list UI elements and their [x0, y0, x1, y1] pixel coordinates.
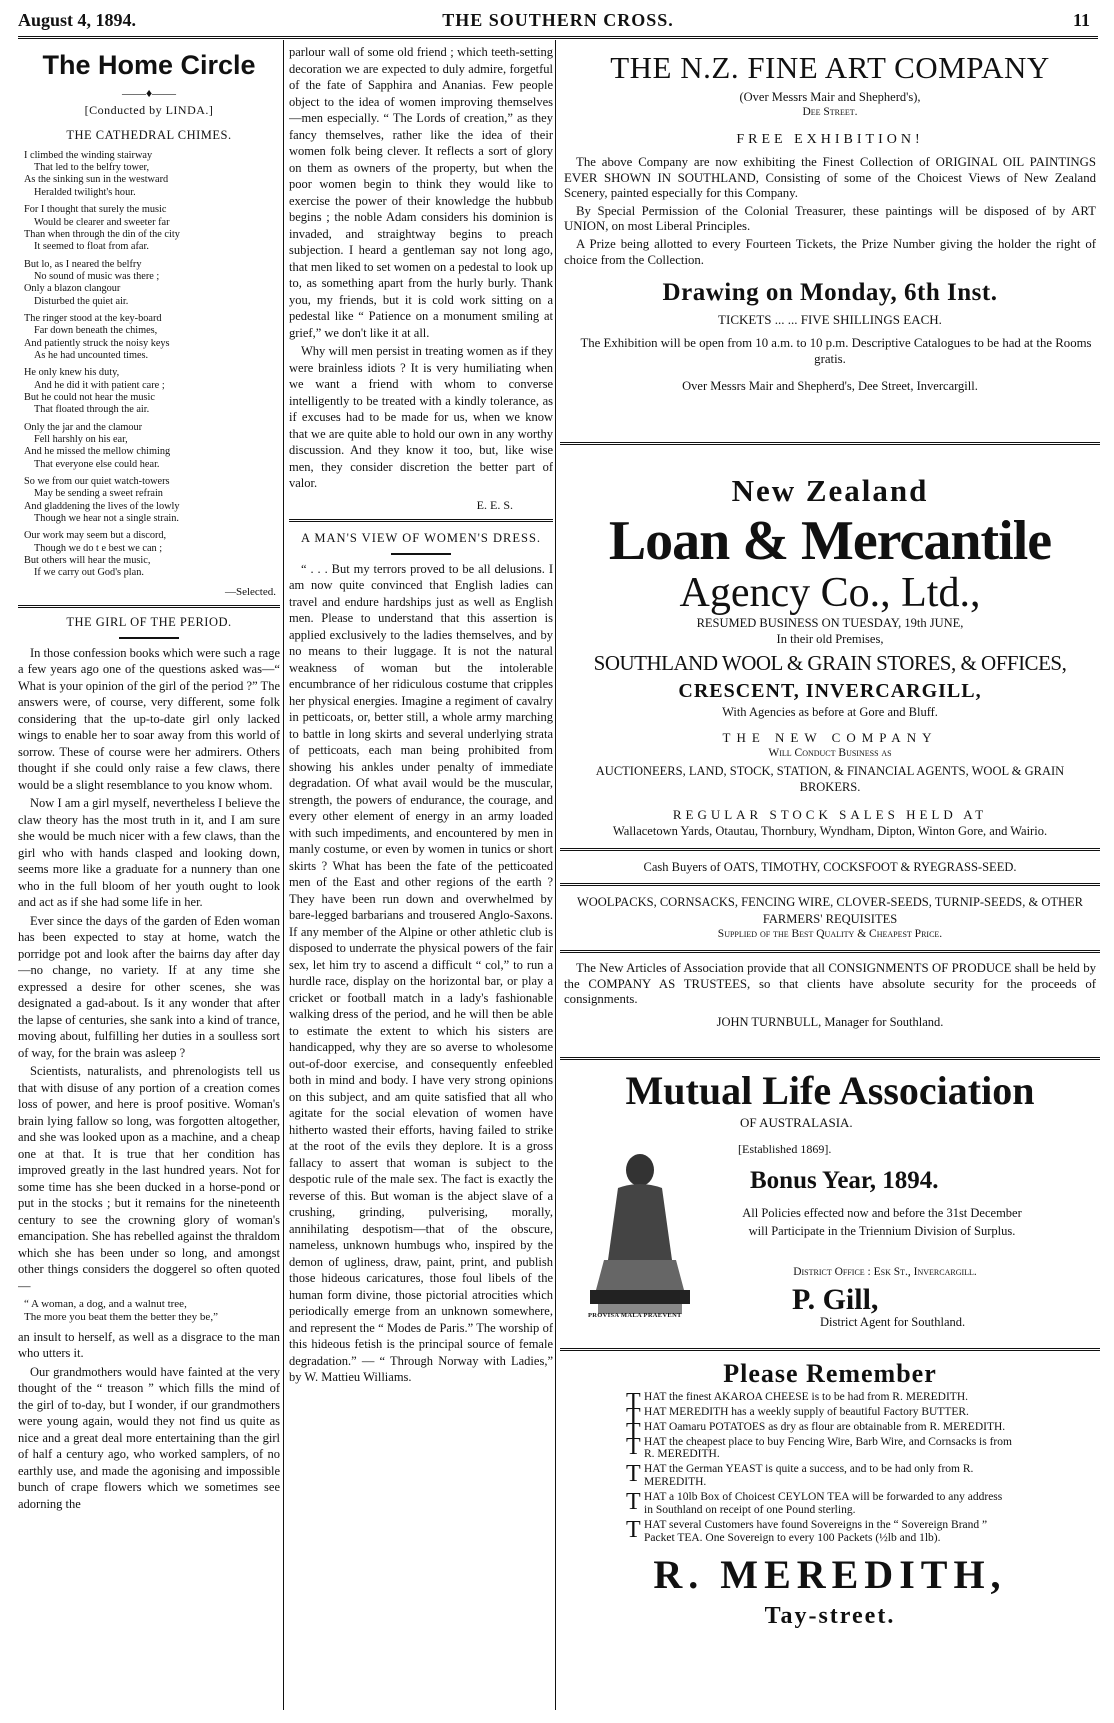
section-title: The Home Circle	[42, 50, 256, 80]
ad-loan-mercantile	[560, 471, 1100, 1030]
column-articles	[289, 44, 553, 1709]
ad-title: Please Remember	[723, 1358, 937, 1388]
ad-stores: SOUTHLAND WOOL & GRAIN STORES, & OFFICES,	[593, 650, 1067, 675]
ad-text: The Exhibition will be open from 10 a.m. to 10 p.m. Descriptive Catalogues to be had at the Rooms gratis.	[580, 336, 1092, 367]
paragraph: In those confession books which were such a rage a few years ago one of the questions asked was—“ What is your opinion of the girl of the period ?” The answers were, of course, very different, some folk considering that the up-to-date girl only lacked wings to enable her to soar away from this world of sorrow. These of course were her admirers. Others thought if she could only raise a few claws, there would be a slight resemblance to you know whom.	[18, 645, 280, 792]
ad-text: With Agencies as before at Gore and Bluff.	[722, 705, 938, 720]
ad-text: Cash Buyers of OATS, TIMOTHY, COCKSFOOT & RYEGRASS-SEED.	[643, 859, 1017, 874]
poem-line: So we from our quiet watch-towers	[24, 476, 170, 488]
ad-office: District Office : Esk St., Invercargill.	[793, 1265, 977, 1278]
merchant-street: Tay-street.	[764, 1603, 896, 1630]
poem-line: Though we hear not a single strain.	[34, 513, 179, 525]
emblem-motto: PROVISA MALA PRAEVENT	[588, 1311, 682, 1319]
poem-line: Than when through the din of the city	[24, 228, 180, 240]
divider	[391, 553, 451, 555]
divider	[560, 883, 1100, 886]
poem-line: Disturbed the quiet air.	[34, 295, 129, 307]
poem-line: It seemed to float from afar.	[34, 241, 149, 253]
merchant-name: R. MEREDITH,	[653, 1551, 1007, 1597]
couplet-line: “ A woman, a dog, and a walnut tree,	[24, 1298, 187, 1311]
poem-stanza	[24, 259, 280, 308]
poem-line: As the sinking sun in the westward	[24, 174, 169, 186]
poem-line: And patiently struck the noisy keys	[24, 337, 170, 349]
page-header	[18, 8, 1098, 39]
statue-emblem-image	[580, 1140, 700, 1320]
remember-item: T HAT the German YEAST is quite a success, and to be had only from R. MEREDITH.	[632, 1463, 1012, 1489]
divider	[560, 848, 1100, 851]
paragraph: Our grandmothers would have fainted at the very thought of the “ treason ” which fills the mind of the girl of to-day, but I wonder, if our grandmothers were young again, would they not find us quite as nice and a great deal more entertaining than the girl of half a century ago, who worked samplers, of no earthly use, and made the agonising and impossible bunch of crape flowers which we sometimes see adorning the	[18, 1364, 280, 1511]
ad-text: All Policies effected now and before the 31st December will Participate in the Triennium Division of Surplus.	[742, 1205, 1022, 1239]
poem-line: No sound of music was there ;	[34, 270, 160, 282]
poem-line: But lo, as I neared the belfry	[24, 258, 142, 270]
poem-line: The ringer stood at the key-board	[24, 312, 162, 324]
ad-line-nz: New Zealand	[731, 473, 929, 509]
ad-established: [Established 1869].	[738, 1141, 832, 1156]
article-title: A MAN'S VIEW OF WOMEN'S DRESS.	[300, 531, 542, 546]
paragraph: Why will men persist in treating women as if they were brainless idiots ? It is very humiliating when we want a friend with whom to converse intelligently to be treated with a kindly tolerance, as if excuses had to be made for us, when we know that we are quite able to hold our own in any worthy discussion. And they know it too, but, like wise men, they consider discretion the better part of valor.	[289, 344, 553, 490]
divider	[560, 1057, 1100, 1060]
ad-please-remember	[560, 1357, 1100, 1633]
divider	[560, 950, 1100, 953]
ornament: ——♦——	[121, 85, 177, 100]
ad-text: REGULAR STOCK SALES HELD AT	[672, 806, 988, 822]
poem-line: Would be clearer and sweeter far	[34, 216, 170, 228]
poem-stanza	[24, 150, 280, 199]
divider	[289, 519, 553, 522]
poem-stanza	[24, 476, 280, 525]
ad-mutual-life	[560, 1067, 1100, 1330]
remember-list	[632, 1391, 1012, 1545]
conductor-line: [Conducted by LINDA.]	[84, 103, 214, 118]
paragraph: Scientists, naturalists, and phrenologists tell us that with disuse of any portion of a creation comes loss of power, and here is proof positive. Woman's brain lying fallow so long, was forgotten altogether, and she was looked upon as a machine, and a cheap one at that. It is true that her condition has improved greatly in the last hundred years. Not for some time has she been ducked in a horse-pond or put in the stocks ; but it remains for the nineteenth century to see the crowning glory of woman's emancipation. She has rebelled against the thraldom which she has been under so long, and amongst other things considers the doggerel so often quoted—	[18, 1064, 280, 1293]
column-rule	[555, 40, 556, 1710]
poem-line: For I thought that surely the music	[24, 204, 167, 216]
divider	[18, 605, 280, 608]
ad-text: The New Articles of Association provide that all CONSIGNMENTS OF PRODUCE shall be held by the COMPANY AS TRUSTEES, so that clients have absolute security for the proceeds of consignments.	[564, 961, 1096, 1007]
ad-text: Supplied of the Best Quality & Cheapest Price.	[717, 928, 943, 941]
divider	[119, 637, 179, 639]
couplet-line: The more you beat them the better they be,”	[24, 1311, 218, 1324]
poem	[24, 150, 280, 580]
poem-line: Heralded twilight's hour.	[34, 186, 136, 198]
poem-line: That everyone else could hear.	[34, 458, 160, 470]
poem-line: That floated through the air.	[34, 404, 150, 416]
ad-line-loan: Loan & Mercantile	[608, 510, 1052, 573]
free-exhibition: FREE EXHIBITION!	[736, 131, 924, 147]
paragraph: parlour wall of some old friend ; which teeth-setting decoration we are expected to duly admire, forgetful of the fate of Sapphira and Ananias. Few people object to the idea of women improving themselves—men especially. “ The Lords of creation,” as they fancy themselves, rather like the idea of their women folk being clever. It reflects a sort of glory on them as owners of the property, but when the poor women begin to think they would like to exercise the power of their knowledge the hubbub begins ; the noble Adam considers his dominion is invaded, and straightway begins to preach subjection. I heard a gentleman say not long ago, that men liked to set women on a pedestal to look up to, as something apart from the hurly burly. Thank you, my friends, but it is cold work sitting on a pedestal like “ Patience on a monument smiling at grief,” we don't like it at all.	[289, 45, 553, 340]
ticket-price: TICKETS ... ... FIVE SHILLINGS EACH.	[718, 312, 942, 328]
remember-item: T HAT MEREDITH has a weekly supply of beautiful Factory BUTTER.	[632, 1406, 1012, 1419]
paragraph: Ever since the days of the garden of Eden woman has been expected to stay at home, watch the porridge pot and look after the bairns day after day—no change, no variety. If at any time she expressed a desire for other scenes, she was designated a gad-about. Is it any wonder that after the lapse of centuries, she sank into a kind of trance, moving about, fulfilling her duties in a soulless sort of way, for the brain was asleep ?	[18, 913, 280, 1060]
ad-title: Mutual Life Association	[625, 1067, 1035, 1113]
poem-line: Our work may seem but a discord,	[24, 530, 167, 542]
poem-line: May be sending a sweet refrain	[34, 488, 163, 500]
paragraph: Now I am a girl myself, nevertheless I believe the claw theory has the most truth in it, and I am sure she would be much nicer with a few claws, than the girl who with hands clasped and looking down, seems more like a graduate for a nunnery than one who in the full bloom of her youth ought to look and act as if she had some life in her.	[18, 796, 280, 910]
poem-line: But others will hear the music,	[24, 555, 151, 567]
ad-bonus: Bonus Year, 1894.	[750, 1166, 939, 1194]
issue-date: August 4, 1894.	[18, 10, 137, 30]
poem-line: But he could not hear the music	[24, 391, 155, 403]
page-number: 11	[1072, 10, 1090, 30]
poem-title: THE CATHEDRAL CHIMES.	[66, 128, 232, 143]
poem-stanza	[24, 422, 280, 471]
ad-text: By Special Permission of the Colonial Treasurer, these paintings will be disposed of by ART UNION, on most Liberal Principles.	[564, 203, 1096, 234]
ad-manager: JOHN TURNBULL, Manager for Southland.	[716, 1015, 944, 1030]
poem-line: As he had uncounted times.	[34, 349, 149, 361]
column-home-circle	[18, 44, 280, 1709]
ad-text: AUCTIONEERS, LAND, STOCK, STATION, & FINANCIAL AGENTS, WOOL & GRAIN BROKERS.	[595, 763, 1065, 795]
ad-line-agency: Agency Co., Ltd.,	[679, 569, 981, 616]
poem-line: He only knew his duty,	[24, 367, 120, 379]
poem-line: Only a blazon clangour	[24, 283, 121, 295]
drawing-date: Drawing on Monday, 6th Inst.	[662, 279, 998, 307]
poem-line: If we carry out God's plan.	[34, 567, 144, 579]
ad-text: A Prize being allotted to every Fourteen Tickets, the Prize Number giving the holder the right of choice from the Collection.	[564, 237, 1096, 267]
ad-text: In their old Premises,	[776, 632, 884, 647]
poem-stanza	[24, 367, 280, 416]
poem-line: Fell harshly on his ear,	[34, 434, 128, 445]
paragraph: an insult to herself, as well as a disgrace to the man who utters it.	[18, 1329, 280, 1361]
poem-credit: —Selected.	[224, 585, 276, 598]
divider	[560, 442, 1100, 445]
poem-line: Far down beneath the chimes,	[34, 325, 158, 337]
poem-stanza	[24, 530, 280, 579]
ad-agent-name: P. Gill,	[792, 1282, 879, 1316]
signature: E. E. S.	[476, 497, 513, 512]
poem-line: I climbed the winding stairway	[24, 149, 153, 161]
poem-stanza	[24, 204, 280, 253]
newspaper-title: THE SOUTHERN CROSS.	[442, 10, 674, 30]
poem-line: Only the jar and the clamour	[24, 421, 143, 433]
column-rule	[283, 40, 284, 1710]
remember-item: T HAT the finest AKAROA CHEESE is to be had from R. MEREDITH.	[632, 1391, 1012, 1404]
poem-line: And he missed the mellow chiming	[24, 446, 171, 458]
remember-item: T HAT a 10lb Box of Choicest CEYLON TEA will be forwarded to any address in Southland on receipt of one Pound sterling.	[632, 1491, 1012, 1517]
ad-subtitle: (Over Messrs Mair and Shepherd's),	[739, 89, 921, 104]
ad-address: Over Messrs Mair and Shepherd's, Dee Street, Invercargill.	[682, 378, 978, 393]
divider	[560, 1348, 1100, 1351]
paragraph: “ . . . But my terrors proved to be all delusions. I am now quite convinced that English ladies can travel and endure hardships just as well as English men. Please to understand that this assertion is applied exclusively to the ladies themselves, and by no means to their luggage. It is not the natural weakness of woman but the intolerable encumbrance of her ridiculous costume that cripples her physical energies. Imagine a regiment of cavalry in petticoats, or, better still, a whole army marching to battle in long skirts and several underlying strata of petticoats, each man being prohibited from showing his ankles under penalty of immediate degradation. Of what avail would be the muscular, strength, the powers of endurance, the courage, and every other element of energy in an army loaded with such impediments, and encountered by men in manly costume, or even by women in tunics or short skirts ? What has been the fate of the petticoated men of the East and other regions of the earth ? They have been run down and overwhelmed by bare-legged barbarians and trousered Anglo-Saxons. If any member of the Alpine or other athletic club is disposed to underrate the physical powers of the fair sex, let him try to ascend a difficult “ col,” to run a hurdle race, display on the horizontal bar, or play a cricket or football match in a lady's fashionable walking dress of the period, and he will then be able to estimate the extent to which his sisters are handicapped, why they are so averse to wholesome out-of-door exercise, and consequently enfeebled both in mind and body. I have very strong opinions on this subject, and am quite satisfied that all who agitate for the social elevation of women have hitherto wasted their efforts, having failed to strike at the root of the evils they deplore. It is a gross fallacy to assert that woman is subject to the despotic rule of the male sex. The fact is exactly the reverse of this. But woman is the abject slave of a crushing, grinding, pulverising, morally, annihilating despotism—that of the obscure, nameless, unknown humbugs who, inspired by the demon of ugliness, draw, paint, print, and publish those hideous caricatures, those foul libels of the human form divine, those pictorial atrocities which periodically emerge from an unknown somewhere, and represent the “ Modes de Paris.” The worship of this hideous fetish is the principal source of female degradation.” — “ Through Norway with Ladies,” by W. Mattieu Williams.	[289, 561, 553, 1385]
poem-line: And he did it with patient care ;	[34, 379, 165, 391]
ad-crescent: CRESCENT, INVERCARGILL,	[678, 679, 982, 702]
remember-item: T HAT Oamaru POTATOES as dry as flour are obtainable from R. MEREDITH.	[632, 1421, 1012, 1434]
column-advertisements	[560, 44, 1100, 1709]
remember-item: T HAT the cheapest place to buy Fencing Wire, Barb Wire, and Cornsacks is from R. MEREDITH.	[632, 1436, 1012, 1462]
ad-street: Dee Street.	[802, 106, 858, 119]
ad-agent-title: District Agent for Southland.	[820, 1314, 966, 1329]
ad-text: Will Conduct Business as	[768, 746, 892, 759]
poem-line: And gladdening the lives of the lowly	[24, 500, 180, 512]
ad-subtitle: OF AUSTRALASIA.	[740, 1114, 853, 1130]
remember-item: T HAT several Customers have found Sovereigns in the “ Sovereign Brand ” Packet TEA. One Sovereign to every 100 Packets (½lb and 1lb).	[632, 1519, 1012, 1545]
poem-line: Though we do t e best we can ;	[34, 542, 163, 554]
ad-title: THE N.Z. FINE ART COMPANY	[610, 50, 1050, 85]
ad-new-company: THE NEW COMPANY	[722, 729, 938, 745]
ad-text: Wallacetown Yards, Otautau, Thornbury, Wyndham, Dipton, Winton Gore, and Wairio.	[612, 824, 1048, 839]
ad-fine-art-company	[560, 48, 1100, 394]
ad-text: The above Company are now exhibiting the Finest Collection of ORIGINAL OIL PAINTINGS EVER SHOWN IN SOUTHLAND, Consisting of some of the Choicest Views of New Zealand Scenery, painted especially for this Company.	[564, 155, 1096, 201]
ad-text: RESUMED BUSINESS ON TUESDAY, 19th JUNE,	[696, 615, 964, 630]
poem-stanza	[24, 313, 280, 362]
poem-line: That led to the belfry tower,	[34, 162, 150, 174]
quoted-couplet	[24, 1298, 280, 1324]
ad-text: WOOLPACKS, CORNSACKS, FENCING WIRE, CLOVER-SEEDS, TURNIP-SEEDS, & OTHER FARMERS' REQUISITES	[576, 895, 1084, 926]
article-title: THE GIRL OF THE PERIOD.	[66, 615, 232, 630]
